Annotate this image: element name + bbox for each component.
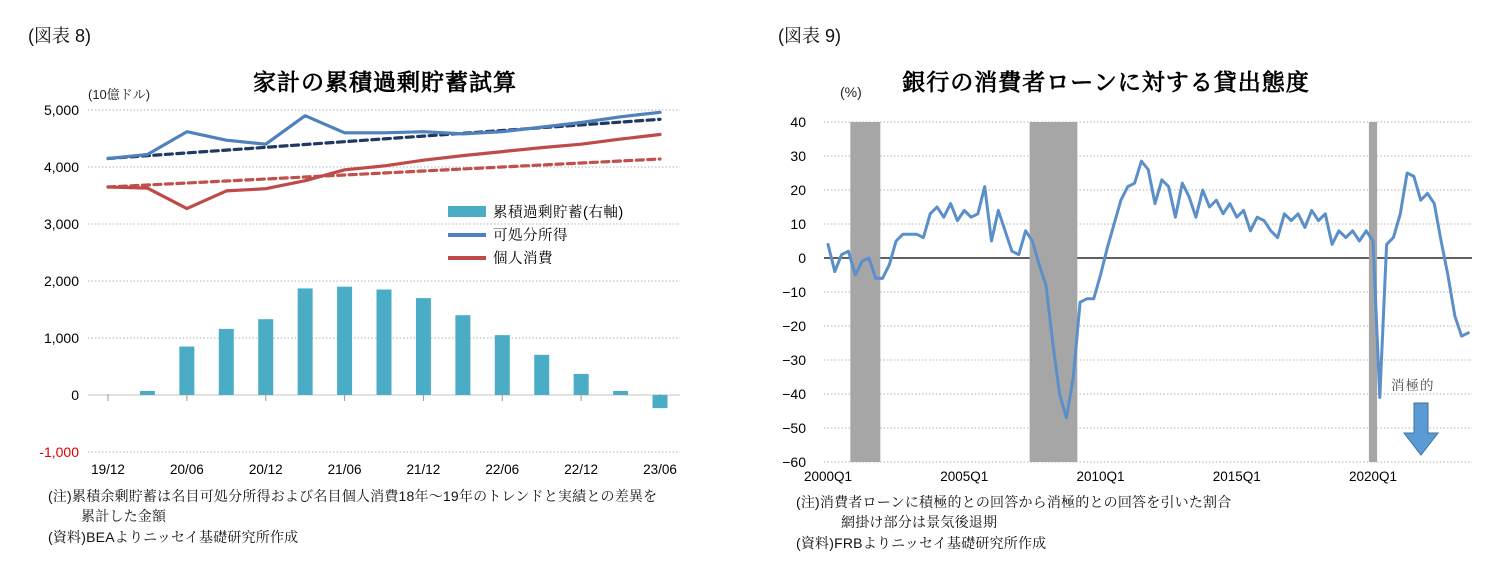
note-line: (注)累積余剰貯蓄は名目可処分所得および名目個人消費18年～19年のトレンドと実績との差異を [48, 488, 658, 504]
note-line: (資料)BEAよりニッセイ基礎研究所作成 [48, 528, 299, 545]
note-line: 網掛け部分は景気後退期 [841, 514, 998, 531]
y-tick-label: 10 [790, 216, 806, 232]
legend-label: 個人消費 [493, 251, 553, 267]
recession-band [1030, 122, 1078, 462]
y-tick-label: −60 [782, 454, 806, 470]
figure8-notes [48, 486, 728, 547]
excess-savings-bar [653, 395, 668, 408]
figure8-label: (図表 8) [28, 26, 91, 46]
figure8-title: 家計の累積過剰貯蓄試算 [253, 69, 517, 95]
x-tick-label: 23/06 [643, 462, 677, 477]
series-line [108, 159, 660, 187]
figure9-annotation: 消極的 [1391, 378, 1435, 393]
legend-label: 累積過剰貯蓄(右軸) [493, 205, 624, 221]
down-arrow-icon [1404, 403, 1438, 455]
y-tick-label: 40 [790, 114, 806, 130]
series-line [108, 119, 660, 158]
x-tick-label: 22/12 [564, 462, 599, 477]
excess-savings-bar [258, 319, 273, 395]
excess-savings-bar [495, 335, 510, 395]
excess-savings-bar [455, 315, 470, 395]
x-tick-label: 20/06 [169, 462, 204, 477]
x-tick-label: 2000Q1 [803, 469, 853, 484]
line-swatch-icon [448, 256, 486, 260]
figure9-unit-label: (%) [840, 84, 862, 100]
excess-savings-bar [377, 290, 392, 395]
line-swatch-icon [448, 233, 486, 237]
legend-item-disposable-income [448, 225, 624, 244]
y-tick-label: −20 [782, 318, 806, 334]
y-tick-label: 5,000 [43, 102, 79, 118]
y-tick-label: 0 [798, 250, 806, 266]
bar-swatch-icon [448, 206, 486, 217]
figure9-label: (図表 9) [778, 26, 841, 46]
excess-savings-bar [179, 347, 194, 395]
figure8-unit-label: (10億ドル) [88, 87, 151, 102]
legend-item-personal-consumption [448, 248, 624, 267]
x-tick-label: 2005Q1 [940, 469, 989, 484]
y-tick-label: 4,000 [43, 159, 79, 175]
x-tick-label: 19/12 [91, 462, 125, 477]
y-tick-label: −30 [782, 352, 806, 368]
excess-savings-bar [534, 355, 549, 395]
note-line: (注)消費者ローンに積極的との回答から消極的との回答を引いた割合 [796, 494, 1232, 510]
excess-savings-bar [574, 374, 589, 395]
x-tick-label: 21/06 [327, 462, 362, 477]
note-line: 累計した金額 [81, 508, 167, 525]
legend-item-excess-savings [448, 202, 624, 221]
recession-band [850, 122, 880, 462]
excess-savings-bar [140, 391, 155, 395]
excess-savings-bar [613, 391, 628, 395]
figure8-panel [0, 0, 746, 585]
y-tick-label: 3,000 [43, 216, 79, 232]
y-tick-label: 30 [790, 148, 806, 164]
excess-savings-bar [337, 287, 352, 395]
excess-savings-bar [298, 288, 313, 395]
x-tick-label: 21/12 [406, 462, 441, 477]
excess-savings-bar [219, 329, 234, 395]
x-tick-label: 2010Q1 [1076, 469, 1125, 484]
x-tick-label: 2015Q1 [1212, 469, 1261, 484]
note-line: (資料)FRBよりニッセイ基礎研究所作成 [796, 534, 1047, 551]
excess-savings-bar [416, 298, 431, 395]
legend-label: 可処分所得 [493, 228, 568, 244]
figure9-title: 銀行の消費者ローンに対する貸出態度 [902, 69, 1310, 95]
y-tick-label: -1,000 [39, 444, 79, 460]
figure9-chart [746, 100, 1486, 500]
x-tick-label: 20/12 [248, 462, 283, 477]
y-tick-label: 1,000 [43, 330, 79, 346]
y-tick-label: −40 [782, 386, 806, 402]
y-tick-label: 0 [71, 387, 79, 403]
y-tick-label: −10 [782, 284, 806, 300]
figure8-legend [448, 202, 624, 267]
y-tick-label: 2,000 [43, 273, 79, 289]
figure9-panel [746, 0, 1493, 585]
y-tick-label: 20 [790, 182, 806, 198]
figure8-chart [15, 100, 715, 500]
x-tick-label: 2020Q1 [1348, 469, 1398, 484]
y-tick-label: −50 [782, 420, 806, 436]
figure9-notes [796, 492, 1476, 553]
x-tick-label: 22/06 [485, 462, 520, 477]
